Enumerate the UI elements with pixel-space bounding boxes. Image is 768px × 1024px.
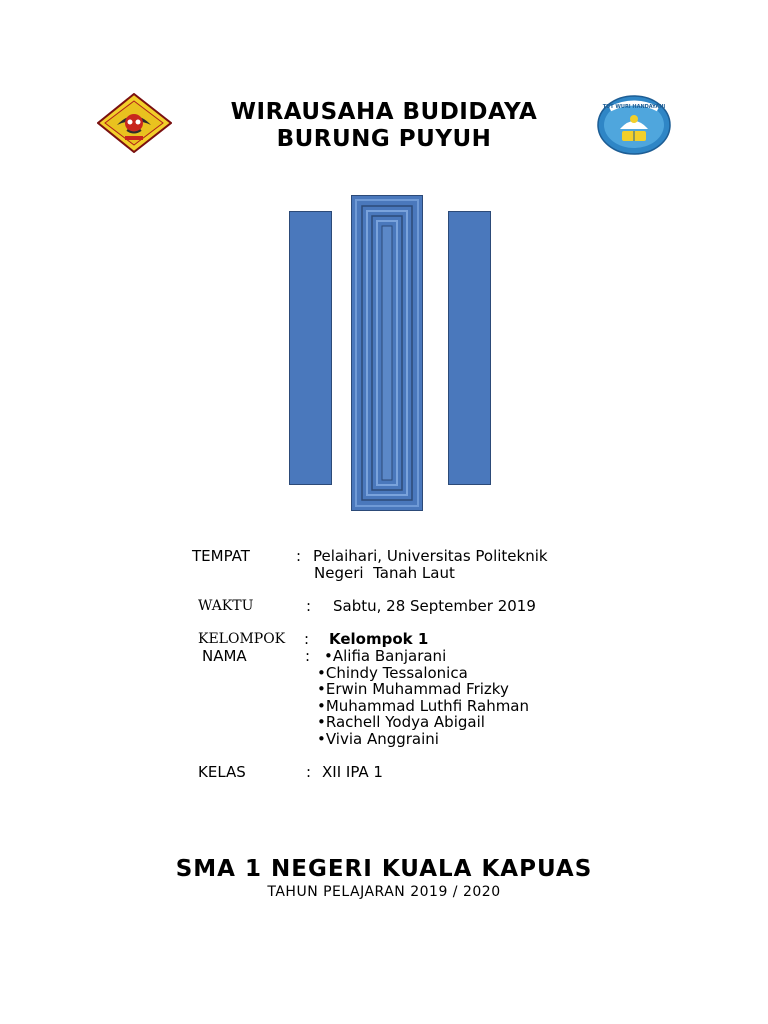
waktu-label: WAKTU: [198, 598, 254, 614]
tempat-value-line-1: Pelaihari, Universitas Politeknik: [313, 547, 548, 565]
member-item: •Vivia Anggraini: [317, 730, 439, 748]
kelas-label: KELAS: [198, 763, 246, 781]
nama-separator: :: [305, 647, 311, 665]
kelompok-separator: :: [304, 630, 310, 648]
tempat-separator: :: [296, 547, 302, 565]
academic-year: TAHUN PELAJARAN 2019 / 2020: [267, 884, 501, 900]
tempat-value-line-2: Negeri Tanah Laut: [314, 564, 455, 582]
member-item: •Muhammad Luthfi Rahman: [317, 697, 530, 715]
tut-wuri-handayani-logo: [596, 95, 672, 155]
kelas-value: XII IPA 1: [322, 763, 383, 781]
left-decorative-bar: [289, 211, 332, 485]
logo-motto-text: TUT WURI HANDAYANI: [602, 104, 666, 110]
member-item: •Rachell Yodya Abigail: [317, 713, 485, 731]
waktu-value: Sabtu, 28 September 2019: [333, 597, 536, 615]
center-decorative-bar: [351, 195, 423, 511]
right-decorative-bar: [448, 211, 491, 485]
kelas-separator: :: [306, 763, 312, 781]
waktu-separator: :: [306, 597, 312, 615]
school-crest-logo: [97, 93, 172, 153]
kelompok-value: Kelompok 1: [329, 630, 429, 648]
school-name: SMA 1 NEGERI KUALA KAPUAS: [175, 856, 593, 882]
nama-label: NAMA: [202, 647, 247, 665]
member-item: •Erwin Muhammad Frizky: [317, 680, 509, 698]
kelompok-label: KELOMPOK: [198, 631, 286, 647]
member-item: •Chindy Tessalonica: [317, 664, 468, 682]
member-item: •Alifia Banjarani: [324, 647, 447, 665]
title-line-2: BURUNG PUYUH: [276, 126, 492, 152]
title-line-1: WIRAUSAHA BUDIDAYA: [230, 99, 538, 125]
tempat-label: TEMPAT: [192, 547, 250, 565]
